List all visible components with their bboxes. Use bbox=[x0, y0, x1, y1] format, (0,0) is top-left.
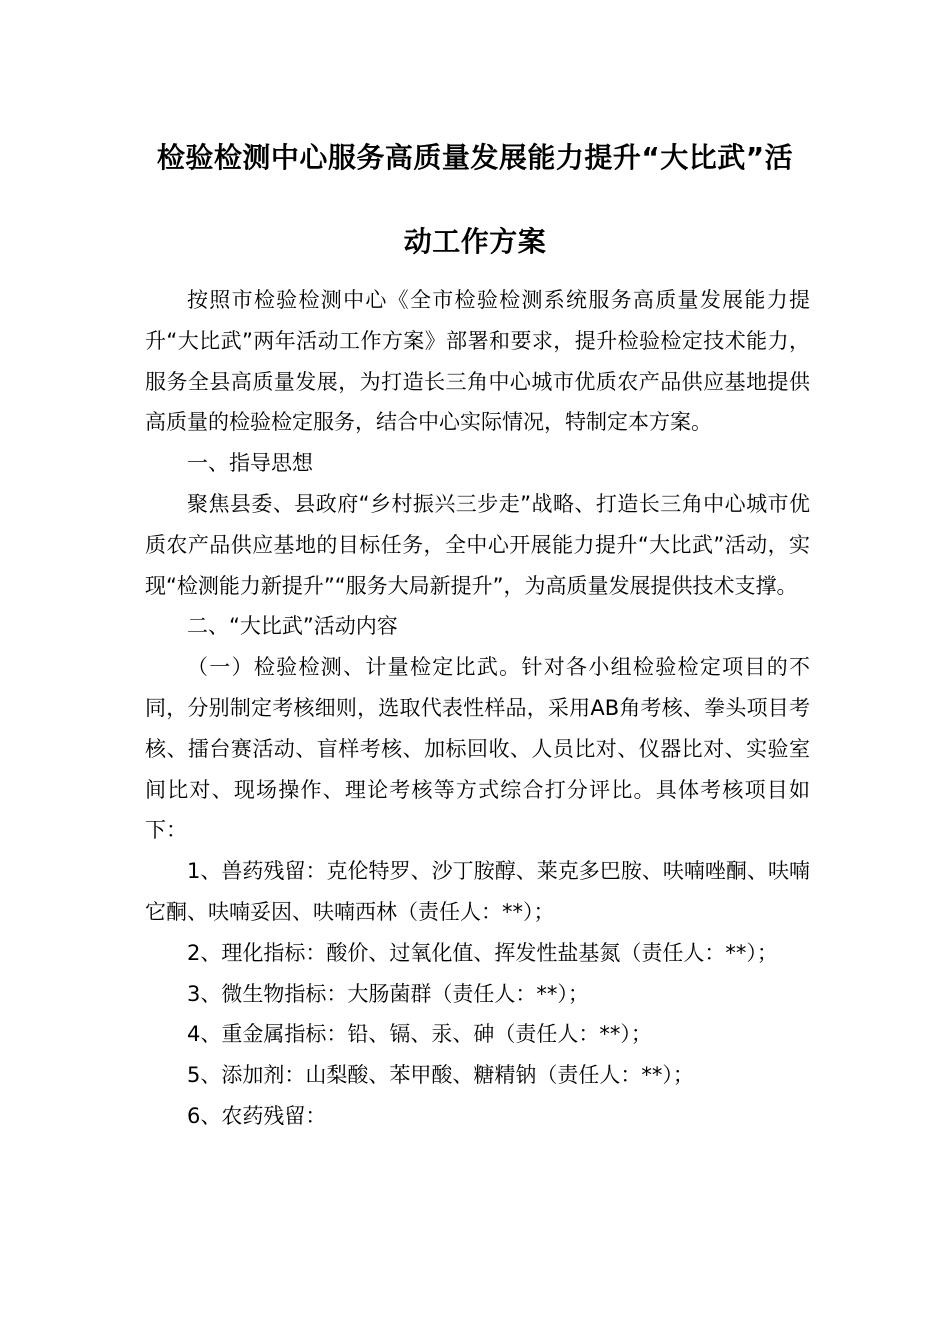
document-body bbox=[145, 280, 810, 1137]
list-item-pesticide-residues: 6、农药残留： bbox=[187, 1103, 327, 1128]
list-item-physicochemical: 2、理化指标：酸价、过氧化值、挥发性盐基氮（责任人：**）； bbox=[187, 940, 778, 965]
intro-paragraph: 按照市检验检测中心《全市检验检测系统服务高质量发展能力提升“大比武”两年活动工作方案》部署和要求，提升检验检定技术能力，服务全县高质量发展，为打造长三角中心城市优质农产品供应基地提供高质量的检验检定服务，结合中心实际情况，特制定本方案。 bbox=[145, 288, 810, 435]
list-item-heavy-metals: 4、重金属指标：铅、镉、汞、砷（责任人：**）； bbox=[187, 1022, 652, 1047]
list-item-veterinary-residues: 1、兽药残留：克伦特罗、沙丁胺醇、莱克多巴胺、呋喃唑酮、呋喃它酮、呋喃妥因、呋喃西林（责任人：**）； bbox=[145, 859, 810, 924]
document-title-line-2: 动工作方案 bbox=[403, 225, 547, 258]
subsection-paragraph-inspection-competition: （一）检验检测、计量检定比武。针对各小组检验检定项目的不同，分别制定考核细则，选取代表性样品，采用AB角考核、拳头项目考核、擂台赛活动、盲样考核、加标回收、人员比对、仪器比对、实验室间比对、现场操作、理论考核等方式综合打分评比。具体考核项目如下： bbox=[145, 655, 810, 843]
list-item-microbiological: 3、微生物指标：大肠菌群（责任人：**）； bbox=[187, 981, 589, 1006]
document-title-line-1: 检验检测中心服务高质量发展能力提升“大比武”活 bbox=[156, 141, 794, 174]
section-heading-activity-content: 二、“大比武”活动内容 bbox=[187, 614, 398, 639]
section-heading-guiding-ideology: 一、指导思想 bbox=[187, 451, 313, 476]
list-item-additives: 5、添加剂：山梨酸、苯甲酸、糖精钠（责任人：**）； bbox=[187, 1063, 694, 1088]
guiding-ideology-paragraph: 聚焦县委、县政府“乡村振兴三步走”战略、打造长三角中心城市优质农产品供应基地的目标任务，全中心开展能力提升“大比武”活动，实现“检测能力新提升”“服务大局新提升”，为高质量发展提供技术支撑。 bbox=[145, 491, 810, 598]
